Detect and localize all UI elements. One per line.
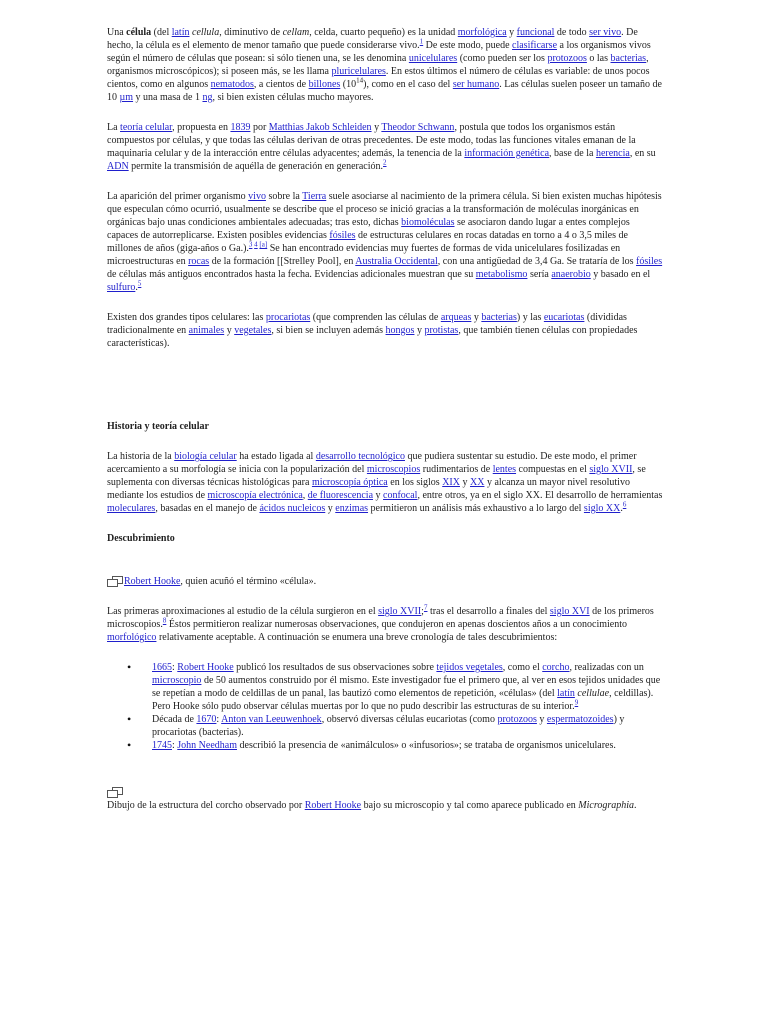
link-bacterias[interactable]: bacterias: [610, 53, 647, 64]
text: o las: [586, 53, 611, 64]
text: .: [620, 503, 623, 514]
exponent-14: 14: [356, 76, 364, 85]
text: Se han encontrado evidencias muy fuertes de formas de vida unicelulares fosilizadas en microestructuras en: [107, 243, 621, 267]
link-unicelulares[interactable]: unicelulares: [408, 53, 458, 64]
link-1665[interactable]: 1665: [152, 662, 172, 673]
heading-historia: Historia y teoría celular: [107, 421, 209, 432]
text: . De hecho, la célula es el elemento de menor tamaño que puede considerarse vivo.: [107, 27, 638, 51]
text: , diminutivo de: [219, 27, 283, 38]
link-eucariotas[interactable]: eucariotas: [543, 312, 585, 323]
figure-caption-hooke: [107, 575, 663, 588]
link-micrometro[interactable]: µm: [119, 92, 134, 103]
heading-descubrimiento: Descubrimiento: [107, 533, 175, 544]
link-latin[interactable]: latín: [171, 27, 190, 38]
historia-paragraph: [107, 450, 663, 515]
link-microscopia-electronica[interactable]: microscopía electrónica: [207, 490, 303, 501]
list-item: [107, 713, 663, 739]
list-item: [107, 661, 663, 713]
link-protozoos-2[interactable]: protozoos: [497, 714, 537, 725]
teoria-paragraph: [107, 121, 663, 173]
link-espermatozoides[interactable]: espermatozoides: [546, 714, 614, 725]
link-enzimas[interactable]: enzimas: [335, 503, 369, 514]
text: (del: [151, 27, 172, 38]
text: ,: [302, 490, 308, 501]
ref-5[interactable]: 5: [137, 279, 142, 288]
link-vegetales[interactable]: vegetales: [234, 325, 272, 336]
link-herencia[interactable]: herencia: [595, 148, 630, 159]
text: compuestas en el: [516, 464, 590, 475]
text: y: [224, 325, 235, 336]
broken-image-icon: [107, 576, 123, 587]
link-microscopia-optica[interactable]: microscopía óptica: [311, 477, 388, 488]
ref-6[interactable]: 6: [622, 500, 627, 509]
text: . Las células suelen poseer un tamaño de 10: [107, 79, 662, 103]
link-fosiles[interactable]: fósiles: [329, 230, 356, 241]
text: y: [536, 714, 547, 725]
text: , si bien existen células mucho mayores.: [212, 92, 374, 103]
figure-caption-corcho: [107, 799, 663, 812]
text: en los siglos: [387, 477, 443, 488]
link-sulfuro[interactable]: sulfuro: [107, 282, 136, 293]
text: , observó diversas células eucariotas (como: [321, 714, 498, 725]
text: De este modo, puede: [423, 40, 513, 51]
link-tierra[interactable]: Tierra: [302, 191, 327, 202]
text: y basado en el: [590, 269, 651, 280]
text: , celda, cuarto pequeño) es la unidad: [309, 27, 458, 38]
text: y: [414, 325, 425, 336]
text: sería: [527, 269, 552, 280]
list-item: [107, 739, 663, 752]
link-xix[interactable]: XIX: [442, 477, 460, 488]
link-fosiles-2[interactable]: fósiles: [636, 256, 663, 267]
text: , postula que todos los organismos están compuestos por células, y que todas las células derivan de otras precedentes. De este modo, todas las funciones vitales emanan de la maquinaria celular y de la interacción entre células adyacentes; además, la tenencia de la: [107, 122, 636, 159]
text: y: [371, 122, 382, 133]
link-procariotas[interactable]: procariotas: [265, 312, 311, 323]
text: ) y procariotas (bacterias).: [152, 714, 625, 738]
link-teoria-celular[interactable]: teoría celular: [120, 122, 173, 133]
italic-cellam: cellam: [282, 27, 310, 38]
text: ha estado ligada al: [236, 451, 316, 462]
link-tejidos-vegetales[interactable]: tejidos vegetales: [436, 662, 503, 673]
link-robert-hooke-3[interactable]: Robert Hooke: [304, 800, 362, 811]
text: de estructuras celulares en rocas datadas en torno a 4 o 3,5 miles de millones de años (giga-años o Ga.).: [107, 230, 628, 254]
text: sobre la: [265, 191, 303, 202]
link-robert-hooke[interactable]: Robert Hooke: [124, 576, 181, 587]
link-robert-hooke-2[interactable]: Robert Hooke: [177, 662, 234, 673]
text: bajo su microscopio y tal como aparece publicado en: [361, 800, 579, 811]
text: y: [325, 503, 336, 514]
link-lentes[interactable]: lentes: [492, 464, 517, 475]
text: , celdillas). Pero Hooke sólo pudo observar células muertas por lo que no pudo describir las estructuras de su interior.: [152, 688, 654, 712]
text: tras el desarrollo a finales del: [427, 606, 550, 617]
link-schwann[interactable]: Theodor Schwann: [381, 122, 455, 133]
link-1670[interactable]: 1670: [196, 714, 217, 725]
link-leeuwenhoek[interactable]: Anton van Leeuwenhoek: [221, 714, 322, 725]
ref-a[interactable]: [a]: [259, 240, 268, 249]
italic-cellula: cellula: [192, 27, 220, 38]
link-1745[interactable]: 1745: [152, 740, 172, 751]
text: ;: [421, 606, 424, 617]
link-siglo-xvii[interactable]: siglo XVII: [589, 464, 633, 475]
text: y: [471, 312, 482, 323]
link-morfologica[interactable]: morfológica: [457, 27, 507, 38]
link-protozoos[interactable]: protozoos: [547, 53, 587, 64]
text: , se suplementa con diversas técnicas histológicas para: [107, 464, 646, 488]
text: , organismos microscópicos); si poseen más, se les llama: [107, 53, 649, 77]
text: se asociaron dando lugar a entes complejos capaces de autorreplicarse. Existen posibles evidencias: [107, 217, 630, 241]
text: por: [250, 122, 269, 133]
ref-3[interactable]: 3: [248, 240, 253, 249]
link-nanogramo[interactable]: ng: [202, 92, 213, 103]
text: .: [135, 282, 138, 293]
link-metabolismo[interactable]: metabolismo: [475, 269, 528, 280]
text: , como el: [502, 662, 543, 673]
text: (como pueden ser los: [457, 53, 548, 64]
cronologia-list: [107, 661, 663, 752]
ref-7[interactable]: 7: [423, 603, 428, 612]
text: , propuesta en: [172, 122, 231, 133]
text: permitieron un análisis más exhaustivo a lo largo del: [368, 503, 584, 514]
figure-corcho: [107, 786, 663, 812]
text: describió la presencia de «animálculos» o «infusorios»; se trataba de organismos unicelulares.: [237, 740, 616, 751]
text: Las primeras aproximaciones al estudio de la célula surgieron en el: [107, 606, 379, 617]
link-nematodos[interactable]: nematodos: [210, 79, 254, 90]
text: relativamente aceptable. A continuación se enumera una breve cronología de tales descubrimientos:: [156, 632, 558, 643]
text: suele asociarse al nacimiento de la primera célula. Si bien existen muchas hipótesis que especulan cómo ocurrió, usualmente se describe que el proceso se inició gracias a la transformación de moléculas inorgánicas en orgánicas bajo unas condiciones ambientales adecuadas; tras esto, dichas: [107, 191, 662, 228]
link-xx[interactable]: XX: [469, 477, 485, 488]
link-biologia-celular[interactable]: biología celular: [174, 451, 237, 462]
text: (10: [340, 79, 357, 90]
text: de 50 aumentos construido por él mismo. Este investigador fue el primero que, al ver en esos tejidos unidades que se repetían a modo de celdillas de un panal, las bautizó como elementos de repetición, «células» (del: [152, 675, 661, 699]
link-1839[interactable]: 1839: [230, 122, 251, 133]
link-billones[interactable]: billones: [308, 79, 341, 90]
link-bacterias-2[interactable]: bacterias: [481, 312, 517, 323]
text: La: [107, 122, 121, 133]
link-siglo-xvii-2[interactable]: siglo XVII: [378, 606, 422, 617]
ref-1[interactable]: 1: [419, 37, 424, 46]
text: :: [172, 662, 178, 673]
term-celula: célula: [126, 27, 152, 38]
text: y una masa de 1: [133, 92, 203, 103]
link-ser-humano[interactable]: ser humano: [452, 79, 500, 90]
link-adn[interactable]: ADN: [107, 161, 129, 172]
text: .: [634, 800, 637, 811]
link-animales[interactable]: animales: [188, 325, 225, 336]
italic-micrographia: Micrographia: [578, 800, 635, 811]
text: (que comprenden las células de: [310, 312, 441, 323]
link-protistas[interactable]: protistas: [424, 325, 459, 336]
link-desarrollo-tecnologico[interactable]: desarrollo tecnológico: [315, 451, 405, 462]
text: La historia de la: [107, 451, 175, 462]
text: de células más antiguos encontrados hasta la fecha. Evidencias adicionales muestran que su: [107, 269, 476, 280]
link-siglo-xvi[interactable]: siglo XVI: [549, 606, 590, 617]
link-confocal[interactable]: confocal: [383, 490, 418, 501]
link-biomoleculas[interactable]: biomoléculas: [401, 217, 455, 228]
origen-paragraph: [107, 190, 663, 294]
text: rudimentarios de: [420, 464, 493, 475]
text: , quien acuñó el término «célula».: [180, 576, 317, 587]
italic-cellulae: cellulae: [577, 688, 610, 699]
link-fluorescencia[interactable]: de fluorescencia: [307, 490, 374, 501]
link-latin-2[interactable]: latín: [557, 688, 575, 699]
link-funcional[interactable]: funcional: [516, 27, 555, 38]
text: publicó los resultados de sus observaciones sobre: [233, 662, 437, 673]
link-corcho[interactable]: corcho: [542, 662, 570, 673]
text: de la formación [[Strelley Pool], en: [209, 256, 356, 267]
text: y: [506, 27, 517, 38]
link-schleiden[interactable]: Matthias Jakob Schleiden: [268, 122, 372, 133]
link-morfologico[interactable]: morfológico: [107, 632, 157, 643]
link-australia-occidental[interactable]: Australia Occidental: [355, 256, 438, 267]
text: , en su: [629, 148, 656, 159]
text: a los organismos vivos según el número de células que posean: si sólo tienen una, se les denomina: [107, 40, 651, 64]
primeras-paragraph: [107, 605, 663, 644]
text: :: [216, 714, 222, 725]
broken-image-icon: [107, 787, 123, 798]
text: y alcanza un mayor nivel resolutivo mediante los estudios de: [107, 477, 630, 501]
text: , realizadas con un: [569, 662, 644, 673]
text: , si bien se incluyen además: [271, 325, 386, 336]
link-vivo[interactable]: vivo: [248, 191, 266, 202]
text: :: [172, 740, 178, 751]
ref-9[interactable]: 9: [574, 698, 579, 707]
text: , entre otros, ya en el siglo XX. El desarrollo de herramientas: [417, 490, 663, 501]
link-acidos-nucleicos[interactable]: ácidos nucleicos: [259, 503, 326, 514]
ref-2[interactable]: 2: [383, 158, 387, 167]
text: de todo: [554, 27, 590, 38]
ref-4[interactable]: 4: [254, 240, 258, 249]
article-body: [107, 26, 663, 812]
link-moleculares[interactable]: moleculares: [107, 503, 156, 514]
text: . En estos últimos el número de células es variable: de unos pocos cientos, como en algunos: [107, 66, 650, 90]
text: , basadas en el manejo de: [155, 503, 260, 514]
text: y: [459, 477, 470, 488]
text: , base de la: [549, 148, 596, 159]
link-hongos[interactable]: hongos: [385, 325, 415, 336]
text: , con una antigüedad de 3,4 Ga. Se trataría de los: [437, 256, 637, 267]
text: de los primeros microscopios.: [107, 606, 654, 630]
text: permite la transmisión de aquélla de generación en generación.: [128, 161, 384, 172]
text: ), como en el caso del: [363, 79, 453, 90]
text: y: [373, 490, 384, 501]
link-clasificarse[interactable]: clasificarse: [512, 40, 558, 51]
text: , a cientos de: [253, 79, 309, 90]
text: Éstos permitieron realizar numerosas observaciones, que condujeron en apenas doscientos años a un conocimiento: [166, 619, 628, 630]
link-ser-vivo[interactable]: ser vivo: [589, 27, 622, 38]
link-microscopios[interactable]: microscopios: [366, 464, 421, 475]
text: La aparición del primer organismo: [107, 191, 249, 202]
link-informacion-genetica[interactable]: información genética: [464, 148, 550, 159]
text: Una: [107, 27, 127, 38]
intro-paragraph: [107, 26, 663, 104]
text: ) y las: [516, 312, 544, 323]
link-arqueas[interactable]: arqueas: [440, 312, 472, 323]
text: Existen dos grandes tipos celulares: las: [107, 312, 266, 323]
text: Dibujo de la estructura del corcho observado por: [107, 800, 305, 811]
link-rocas[interactable]: rocas: [188, 256, 210, 267]
link-anaerobio[interactable]: anaerobio: [551, 269, 591, 280]
link-siglo-xx[interactable]: siglo XX: [583, 503, 621, 514]
ref-8[interactable]: 8: [162, 616, 167, 625]
text: , que también tienen células con propiedades características).: [107, 325, 638, 349]
link-pluricelulares[interactable]: pluricelulares: [331, 66, 386, 77]
text: (divididas tradicionalmente en: [107, 312, 627, 336]
link-john-needham[interactable]: John Needham: [177, 740, 237, 751]
text: que pudiera sustentar su estudio. De este modo, el primer acercamiento a su morfología se inicia con la popularización del: [107, 451, 637, 475]
tipos-paragraph: [107, 311, 663, 350]
link-microscopio[interactable]: microscopio: [152, 675, 202, 686]
text: Década de: [152, 714, 197, 725]
